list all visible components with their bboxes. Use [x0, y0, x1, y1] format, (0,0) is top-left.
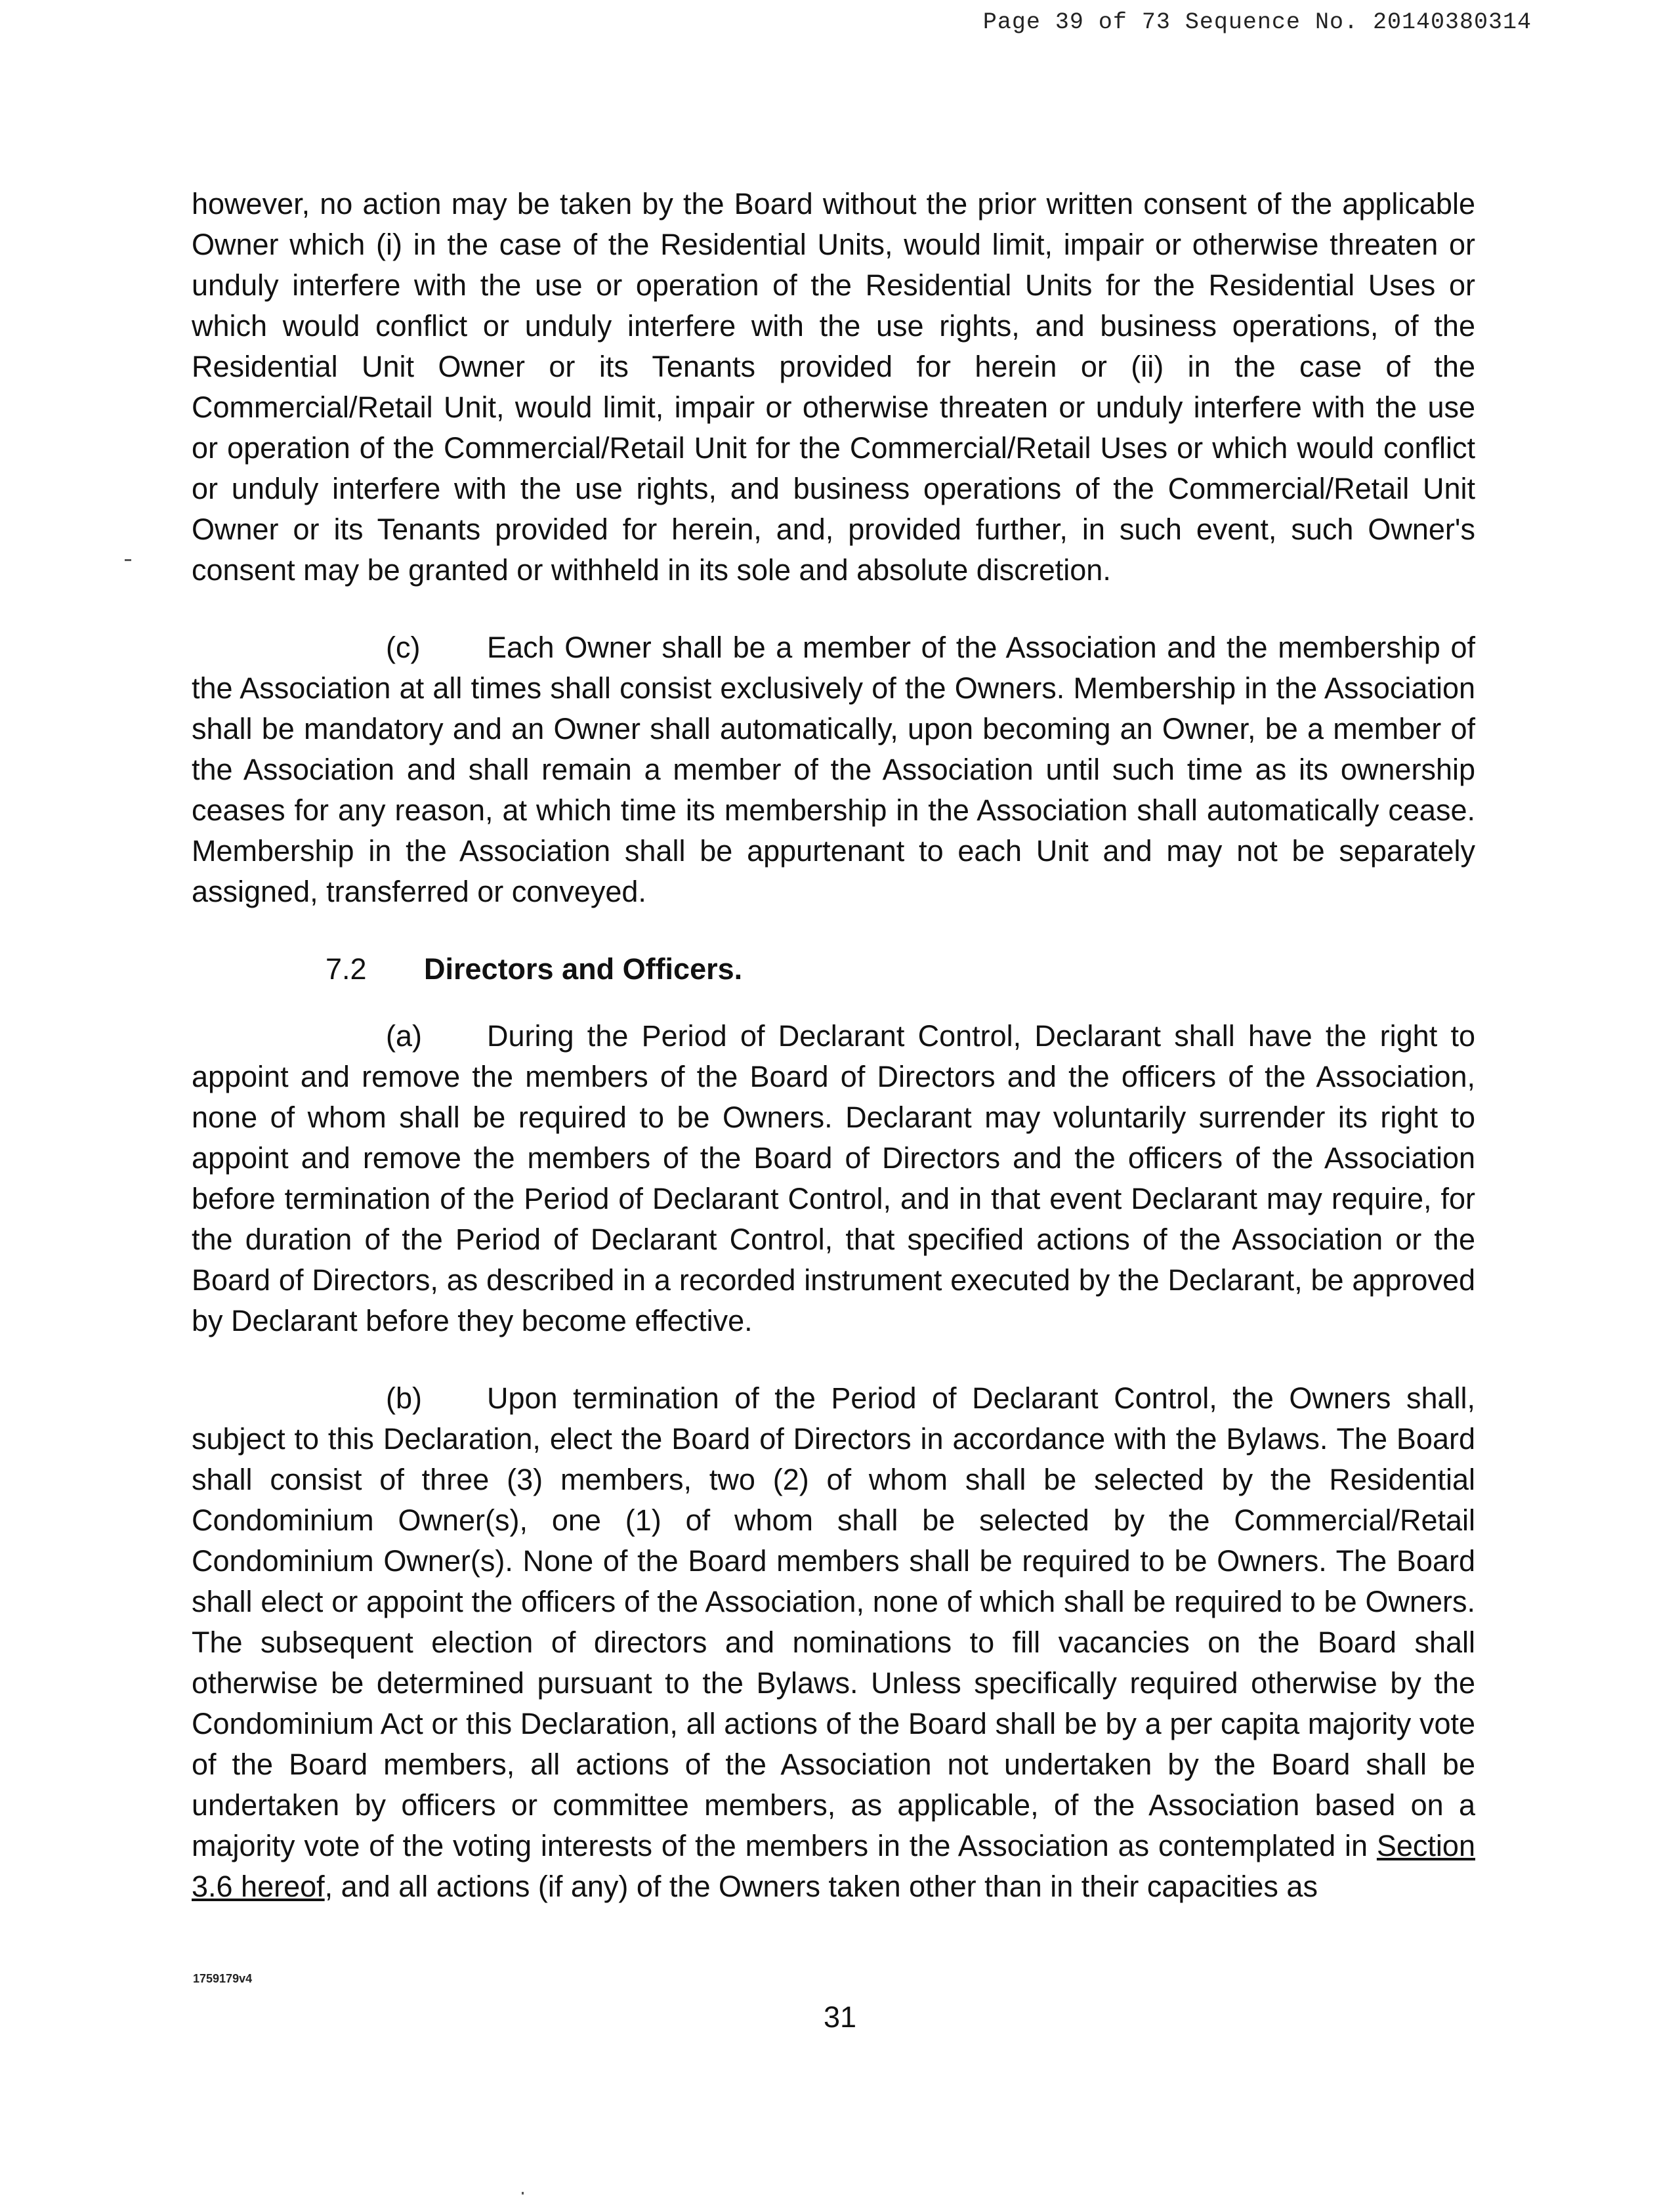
paragraph-text: Upon termination of the Period of Declarant Control, the Owners shall, subject to this Declaration, elect the Board of Directors in accordance with the Bylaws. The Board shall consist of three (3) members, two (2) of whom shall be selected by the Residential Condominium Owner(s), one (1) of whom shall be selected by the Commercial/Retail Condominium Owner(s). None of the Board members shall be required to be Owners. The Board shall elect or appoint the officers of the Association, none of which shall be required to be Owners. The subsequent election of directors and nominations to fill vacancies on the Board shall otherwise be determined pursuant to the Bylaws. Unless specifically required otherwise by the Condominium Act or this Declaration, all actions of the Board shall be by a per capita majority vote of the Board members, all actions of the Association not undertaken by the Board shall be undertaken by officers or committee members, as applicable, of the Association based on a majority vote of the voting interests of the members in the Association as contemplated in	[192, 1381, 1475, 1862]
paragraph-b	[192, 1378, 1475, 1907]
scan-speck	[125, 559, 131, 561]
paragraph-marker: (c)	[386, 631, 421, 664]
paragraph-text: however, no action may be taken by the Board without the prior written consent of the applicable Owner which (i) in the case of the Residential Units, would limit, impair or otherwise threaten or unduly interfere with the use or operation of the Residential Units for the Residential Uses or which would conflict or unduly interfere with the use rights, and business operations, of the Residential Unit Owner or its Tenants provided for herein or (ii) in the case of the Commercial/Retail Unit, would limit, impair or otherwise threaten or unduly interfere with the use or operation of the Commercial/Retail Unit for the Commercial/Retail Uses or which would conflict or unduly interfere with the use rights, and business operations of the Commercial/Retail Unit Owner or its Tenants provided for herein, and, provided further, in such event, such Owner's consent may be granted or withheld in its sole and absolute discretion.	[192, 187, 1475, 587]
document-id: 1759179v4	[193, 1972, 253, 1985]
section-title: Directors and Officers.	[424, 952, 743, 986]
paragraph-continuation	[192, 184, 1475, 591]
page-number: 31	[823, 2000, 857, 2034]
scan-speck	[522, 2192, 524, 2194]
paragraph-text: Each Owner shall be a member of the Association and the membership of the Association at all times shall consist exclusively of the Owners. Membership in the Association shall be mandatory and an Owner shall automatically, upon becoming an Owner, be a member of the Association and shall remain a member of the Association until such time as its ownership ceases for any reason, at which time its membership in the Association shall automatically cease. Membership in the Association shall be appurtenant to each Unit and may not be separately assigned, transferred or conveyed.	[192, 631, 1475, 908]
paragraph-marker: (b)	[386, 1381, 422, 1415]
document-body	[192, 184, 1475, 1944]
paragraph-text: During the Period of Declarant Control, Declarant shall have the right to appoint and remove the members of the Board of Directors and the officers of the Association, none of whom shall be required to be Owners. Declarant may voluntarily surrender its right to appoint and remove the members of the Board of Directors and the officers of the Association before termination of the Period of Declarant Control, and in that event Declarant may require, for the duration of the Period of Declarant Control, that specified actions of the Association or the Board of Directors, as described in a recorded instrument executed by the Declarant, be approved by Declarant before they become effective.	[192, 1019, 1475, 1337]
section-reference-link[interactable]: Section 3.6 hereof	[192, 1829, 1475, 1903]
paragraph-a	[192, 1016, 1475, 1341]
page-sequence-stamp: Page 39 of 73 Sequence No. 20140380314	[982, 9, 1532, 35]
paragraph-c	[192, 627, 1475, 912]
paragraph-marker: (a)	[386, 1019, 422, 1053]
section-number: 7.2	[326, 952, 367, 986]
paragraph-text-end: , and all actions (if any) of the Owners taken other than in their capacities as	[324, 1870, 1318, 1903]
section-heading	[192, 949, 1475, 990]
